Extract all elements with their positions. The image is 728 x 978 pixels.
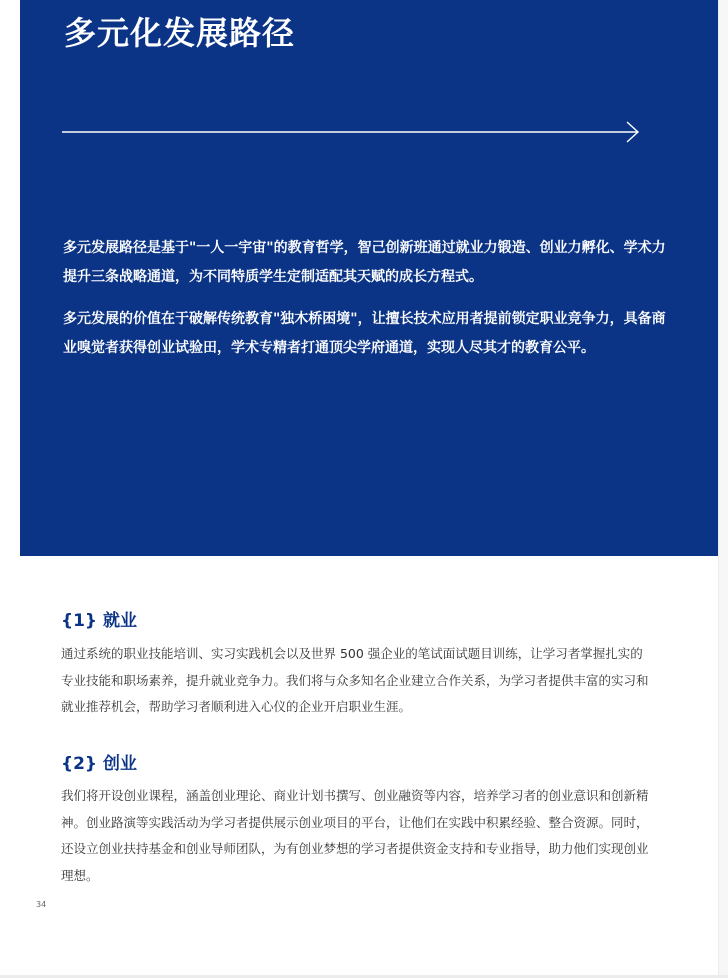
hero-banner xyxy=(20,0,719,556)
section-heading-employment: {1} 就业 xyxy=(61,611,137,631)
section-body-entrepreneurship: 我们将开设创业课程，涵盖创业理论、商业计划书撰写、创业融资等内容，培养学习者的创业意识和创新精神。创业路演等实践活动为学习者提供展示创业项目的平台，让他们在实践中积累经验、整合资源。同时，还设立创业扶持基金和创业导师团队，为有创业梦想的学习者提供资金支持和专业指导，助力他们实现创业理想。 xyxy=(61,788,649,883)
hero-paragraph-2: 多元发展的价值在于破解传统教育"独木桥困境"，让擅长技术应用者提前锁定职业竞争力，具备商业嗅觉者获得创业试验田，学术专精者打通顶尖学府通道，实现人尽其才的教育公平。 xyxy=(63,311,666,356)
page-number: 34 xyxy=(36,900,47,909)
section-body-employment: 通过系统的职业技能培训、实习实践机会以及世界 500 强企业的笔试面试题目训练，让学习者掌握扎实的专业技能和职场素养，提升就业竞争力。我们将与众多知名企业建立合作关系，为学习者提供丰富的实习和就业推荐机会，帮助学习者顺利进入心仪的企业开启职业生涯。 xyxy=(61,646,649,714)
hero-title: 多元化发展路径 xyxy=(64,14,296,52)
hero-paragraph-1: 多元发展路径是基于"一人一宇宙"的教育哲学，智己创新班通过就业力锻造、创业力孵化、学术力提升三条战略通道，为不同特质学生定制适配其天赋的成长方程式。 xyxy=(63,240,666,285)
arrow-right-icon xyxy=(62,120,642,144)
page-margin-left xyxy=(0,0,20,556)
section-heading-entrepreneurship: {2} 创业 xyxy=(61,754,137,774)
page-edge-right xyxy=(718,0,728,978)
